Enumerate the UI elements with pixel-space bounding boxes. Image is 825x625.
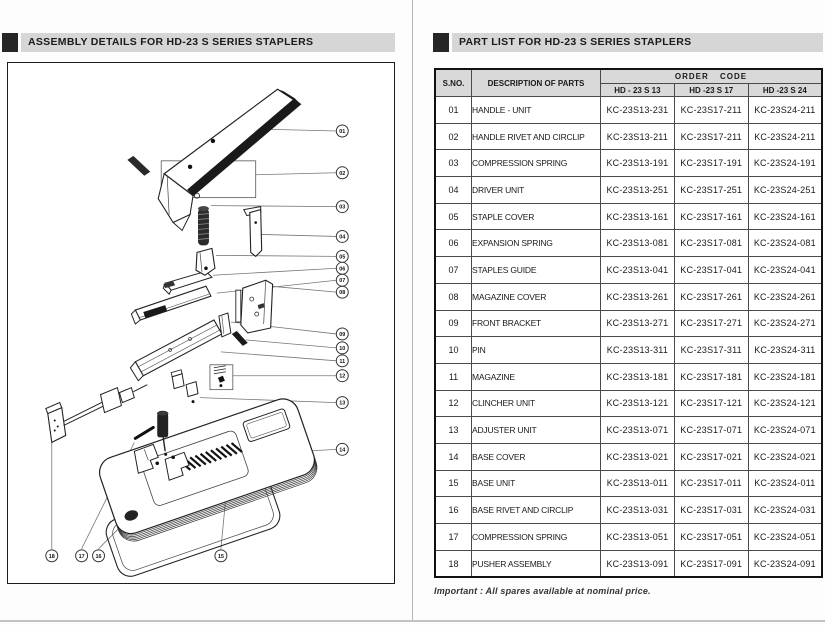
- code-cell-24: KC-23S24-261: [748, 283, 822, 310]
- code-cell-17: KC-23S17-081: [674, 230, 748, 257]
- callout-11: [336, 355, 348, 367]
- callout-17: [76, 550, 88, 562]
- code-cell-13: KC-23S13-121: [601, 390, 675, 417]
- sno-cell: 04: [435, 177, 472, 204]
- callout-08: [336, 286, 348, 298]
- sno-cell: 17: [435, 524, 472, 551]
- code-cell-17: KC-23S17-161: [674, 203, 748, 230]
- description-cell: COMPRESSION SPRING: [472, 524, 601, 551]
- table-row: [435, 550, 822, 577]
- code-cell-17: KC-23S17-011: [674, 470, 748, 497]
- assembly-diagram-frame: [7, 62, 395, 584]
- description-cell: ADJUSTER UNIT: [472, 417, 601, 444]
- parts-table-body: [435, 97, 822, 578]
- description-cell: COMPRESSION SPRING: [472, 150, 601, 177]
- pin-drawing: [232, 331, 248, 346]
- table-row: [435, 97, 822, 124]
- table-row: [435, 283, 822, 310]
- part-list-table: [434, 68, 823, 578]
- table-row: [435, 470, 822, 497]
- svg-text:13: 13: [339, 400, 346, 407]
- code-cell-13: KC-23S13-311: [601, 337, 675, 364]
- code-cell-17: KC-23S17-051: [674, 524, 748, 551]
- svg-text:10: 10: [339, 345, 346, 352]
- svg-text:17: 17: [78, 553, 85, 560]
- code-cell-13: KC-23S13-231: [601, 97, 675, 124]
- sno-cell: 03: [435, 150, 472, 177]
- code-cell-24: KC-23S24-251: [748, 177, 822, 204]
- description-cell: STAPLES GUIDE: [472, 257, 601, 284]
- lower-spring-drawing: [135, 427, 153, 438]
- code-cell-13: KC-23S13-271: [601, 310, 675, 337]
- callout-03: [336, 201, 348, 213]
- page-bottom-edge: [0, 620, 825, 622]
- pusher-assembly-drawing: [46, 385, 147, 443]
- code-cell-13: KC-23S13-261: [601, 283, 675, 310]
- code-cell-17: KC-23S17-181: [674, 363, 748, 390]
- description-cell: PUSHER ASSEMBLY: [472, 550, 601, 577]
- description-cell: STAPLE COVER: [472, 203, 601, 230]
- assembly-details-header: [2, 33, 395, 52]
- code-cell-24: KC-23S24-311: [748, 337, 822, 364]
- callout-14: [336, 443, 348, 455]
- code-cell-24: KC-23S24-121: [748, 390, 822, 417]
- svg-text:18: 18: [48, 553, 55, 560]
- code-cell-13: KC-23S13-161: [601, 203, 675, 230]
- code-cell-17: KC-23S17-211: [674, 97, 748, 124]
- description-cell: BASE RIVET AND CIRCLIP: [472, 497, 601, 524]
- table-row: [435, 337, 822, 364]
- callout-12: [336, 370, 348, 382]
- handle-unit-drawing: [158, 89, 300, 230]
- black-square-icon: [433, 33, 449, 52]
- description-cell: FRONT BRACKET: [472, 310, 601, 337]
- description-cell: HANDLE - UNIT: [472, 97, 601, 124]
- svg-text:05: 05: [339, 254, 346, 261]
- code-cell-13: KC-23S13-031: [601, 497, 675, 524]
- code-cell-24: KC-23S24-191: [748, 150, 822, 177]
- svg-text:14: 14: [339, 447, 346, 454]
- code-cell-13: KC-23S13-211: [601, 123, 675, 150]
- code-cell-17: KC-23S17-271: [674, 310, 748, 337]
- code-cell-24: KC-23S24-271: [748, 310, 822, 337]
- callout-04: [336, 230, 348, 242]
- code-cell-17: KC-23S17-261: [674, 283, 748, 310]
- code-cell-13: KC-23S13-021: [601, 443, 675, 470]
- table-row: [435, 363, 822, 390]
- table-row: [435, 177, 822, 204]
- description-cell: MAGAZINE: [472, 363, 601, 390]
- assembly-details-title: ASSEMBLY DETAILS FOR HD-23 S SERIES STAPLERS: [21, 33, 395, 52]
- clincher-unit-drawing: [210, 365, 233, 390]
- code-cell-13: KC-23S13-011: [601, 470, 675, 497]
- table-row: [435, 390, 822, 417]
- sno-cell: 12: [435, 390, 472, 417]
- sno-cell: 11: [435, 363, 472, 390]
- code-cell-13: KC-23S13-091: [601, 550, 675, 577]
- callout-18: [46, 550, 58, 562]
- table-row: [435, 203, 822, 230]
- part-list-title: PART LIST FOR HD-23 S SERIES STAPLERS: [452, 33, 823, 52]
- callout-09: [336, 328, 348, 340]
- callout-16: [93, 550, 105, 562]
- sno-cell: 07: [435, 257, 472, 284]
- code-cell-24: KC-23S24-091: [748, 550, 822, 577]
- code-cell-17: KC-23S17-021: [674, 443, 748, 470]
- callout-02: [336, 167, 348, 179]
- callout-01: [336, 125, 348, 137]
- column-header-model-17: HD -23 S 17: [674, 84, 748, 97]
- sno-cell: 16: [435, 497, 472, 524]
- code-cell-17: KC-23S17-031: [674, 497, 748, 524]
- column-header-model-24: HD -23 S 24: [748, 84, 822, 97]
- magazine-cover-drawing: [236, 280, 273, 333]
- code-cell-13: KC-23S13-071: [601, 417, 675, 444]
- code-cell-17: KC-23S17-191: [674, 150, 748, 177]
- code-cell-13: KC-23S13-251: [601, 177, 675, 204]
- base-cover-drawing: [95, 395, 321, 546]
- column-header-order-code: ORDER CODE: [601, 69, 823, 84]
- svg-text:16: 16: [95, 553, 102, 560]
- code-cell-13: KC-23S13-191: [601, 150, 675, 177]
- code-cell-13: KC-23S13-081: [601, 230, 675, 257]
- callout-13: [336, 397, 348, 409]
- code-cell-24: KC-23S24-021: [748, 443, 822, 470]
- staples-guide-drawing: [131, 286, 211, 324]
- part-list-header: [433, 33, 823, 52]
- code-cell-24: KC-23S24-011: [748, 470, 822, 497]
- column-header-description: DESCRIPTION OF PARTS: [472, 69, 601, 97]
- svg-text:07: 07: [339, 278, 346, 285]
- svg-text:02: 02: [339, 170, 346, 177]
- code-cell-17: KC-23S17-121: [674, 390, 748, 417]
- description-cell: BASE UNIT: [472, 470, 601, 497]
- code-cell-24: KC-23S24-041: [748, 257, 822, 284]
- code-cell-24: KC-23S24-051: [748, 524, 822, 551]
- description-cell: DRIVER UNIT: [472, 177, 601, 204]
- code-cell-24: KC-23S24-161: [748, 203, 822, 230]
- table-row: [435, 524, 822, 551]
- code-cell-17: KC-23S17-311: [674, 337, 748, 364]
- table-row: [435, 123, 822, 150]
- table-row: [435, 230, 822, 257]
- description-cell: PIN: [472, 337, 601, 364]
- callout-07: [336, 274, 348, 286]
- svg-text:11: 11: [339, 358, 346, 365]
- table-row: [435, 310, 822, 337]
- staple-cover-drawing: [196, 248, 215, 275]
- code-cell-24: KC-23S24-181: [748, 363, 822, 390]
- callout-15: [215, 550, 227, 562]
- code-cell-24: KC-23S24-031: [748, 497, 822, 524]
- sno-cell: 08: [435, 283, 472, 310]
- sno-cell: 14: [435, 443, 472, 470]
- sno-cell: 15: [435, 470, 472, 497]
- svg-text:06: 06: [339, 266, 346, 273]
- code-cell-17: KC-23S17-251: [674, 177, 748, 204]
- code-cell-24: KC-23S24-211: [748, 123, 822, 150]
- sno-cell: 02: [435, 123, 472, 150]
- code-cell-13: KC-23S13-051: [601, 524, 675, 551]
- callout-06: [336, 262, 348, 274]
- code-cell-17: KC-23S17-071: [674, 417, 748, 444]
- sno-cell: 09: [435, 310, 472, 337]
- svg-text:04: 04: [339, 234, 346, 241]
- code-cell-24: KC-23S24-071: [748, 417, 822, 444]
- description-cell: HANDLE RIVET AND CIRCLIP: [472, 123, 601, 150]
- code-cell-13: KC-23S13-041: [601, 257, 675, 284]
- description-cell: EXPANSION SPRING: [472, 230, 601, 257]
- exploded-stapler-diagram: [8, 63, 394, 583]
- table-row: [435, 257, 822, 284]
- footer-note: Important : All spares available at nominal price.: [434, 586, 651, 596]
- code-cell-24: KC-23S24-211: [748, 97, 822, 124]
- sno-cell: 18: [435, 550, 472, 577]
- description-cell: BASE COVER: [472, 443, 601, 470]
- description-cell: MAGAZINE COVER: [472, 283, 601, 310]
- sno-cell: 06: [435, 230, 472, 257]
- table-row: [435, 497, 822, 524]
- callout-05: [336, 250, 348, 262]
- column-header-sno: S.NO.: [435, 69, 472, 97]
- svg-text:08: 08: [339, 290, 346, 297]
- code-cell-17: KC-23S17-211: [674, 123, 748, 150]
- table-row: [435, 417, 822, 444]
- code-cell-24: KC-23S24-081: [748, 230, 822, 257]
- description-cell: CLINCHER UNIT: [472, 390, 601, 417]
- code-cell-17: KC-23S17-091: [674, 550, 748, 577]
- driver-unit-drawing: [244, 207, 262, 257]
- sno-cell: 01: [435, 97, 472, 124]
- page-column-divider: [412, 0, 413, 621]
- sno-cell: 05: [435, 203, 472, 230]
- code-cell-13: KC-23S13-181: [601, 363, 675, 390]
- compression-spring-drawing: [198, 206, 209, 245]
- table-header: [435, 69, 822, 97]
- svg-text:03: 03: [339, 204, 346, 211]
- sno-cell: 13: [435, 417, 472, 444]
- black-square-icon: [2, 33, 18, 52]
- svg-text:15: 15: [217, 553, 224, 560]
- svg-text:01: 01: [339, 128, 346, 135]
- adjuster-unit-drawing: [171, 370, 198, 403]
- table-row: [435, 443, 822, 470]
- svg-text:12: 12: [339, 373, 346, 380]
- column-header-model-13: HD - 23 S 13: [601, 84, 675, 97]
- code-cell-17: KC-23S17-041: [674, 257, 748, 284]
- table-row: [435, 150, 822, 177]
- sno-cell: 10: [435, 337, 472, 364]
- callout-10: [336, 342, 348, 354]
- svg-text:09: 09: [339, 331, 346, 338]
